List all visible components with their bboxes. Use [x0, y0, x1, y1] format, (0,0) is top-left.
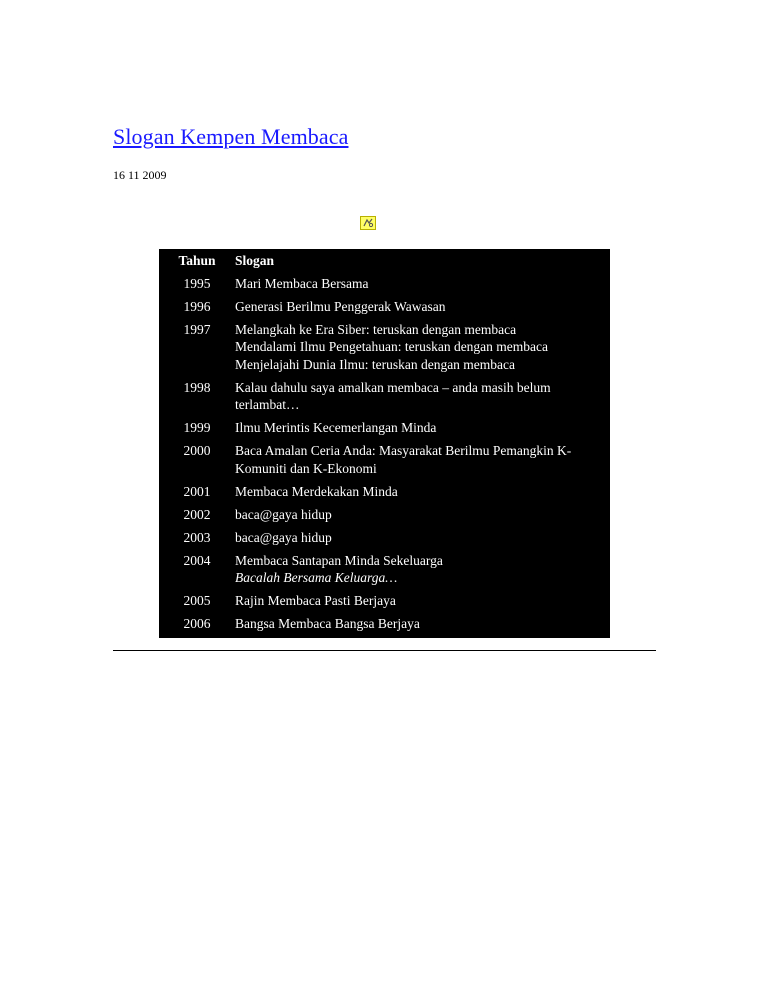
year-cell: 2003: [183, 529, 211, 545]
year-cell: 1996: [183, 298, 211, 314]
slogan-text: Mendalami Ilmu Pengetahuan: teruskan dengan membaca: [235, 339, 549, 354]
slogan-cell: [235, 379, 610, 420]
slogan-cell: [235, 552, 610, 593]
column-header-year: Tahun: [178, 253, 216, 268]
page-title[interactable]: Slogan Kempen Membaca: [113, 124, 349, 149]
slogan-text: baca@gaya hidup: [235, 529, 332, 545]
slogan-text: Kalau dahulu saya amalkan membaca – anda masih belum terlambat…: [235, 379, 551, 412]
slogan-cell: [235, 419, 610, 442]
year-cell: 2005: [183, 593, 211, 608]
table-row: [159, 506, 610, 529]
year-cell: 1998: [183, 379, 211, 395]
slogan-text: Bangsa Membaca Bangsa Berjaya: [235, 616, 420, 631]
table-row: [159, 298, 610, 321]
horizontal-divider: [113, 650, 656, 651]
table-row: [159, 275, 610, 298]
slogan-text: Bacalah Bersama Keluarga…: [235, 570, 398, 585]
year-cell: 1995: [183, 275, 211, 291]
slogan-text: Mari Membaca Bersama: [235, 275, 369, 291]
slogan-text: Membaca Santapan Minda Sekeluarga: [235, 552, 443, 568]
slogan-cell: [235, 275, 610, 298]
slogan-cell: [235, 615, 610, 638]
slogan-text: baca@gaya hidup: [235, 506, 332, 522]
year-cell: 2004: [183, 552, 211, 568]
table-row: [159, 529, 610, 552]
slogan-cell: [235, 442, 610, 483]
year-cell: 2006: [183, 616, 211, 631]
slogan-rows: [159, 275, 610, 639]
slogan-cell: [235, 529, 610, 552]
table-row: [159, 615, 610, 638]
slogan-cell: [235, 506, 610, 529]
year-cell: 2000: [183, 443, 211, 458]
year-cell: 1999: [183, 420, 211, 435]
year-cell: 2002: [183, 506, 211, 522]
slogan-cell: [235, 483, 610, 506]
table-row: [159, 483, 610, 506]
post-date: 16 11 2009: [113, 168, 167, 182]
slogan-cell: [235, 592, 610, 615]
table-row: [159, 379, 610, 420]
table-header-row: [159, 249, 610, 275]
slogan-text: Rajin Membaca Pasti Berjaya: [235, 593, 396, 608]
slogan-text: Ilmu Merintis Kecemerlangan Minda: [235, 420, 437, 435]
table-row: [159, 552, 610, 593]
table-row: [159, 442, 610, 483]
year-cell: 1997: [183, 321, 211, 337]
column-header-slogan: Slogan: [235, 253, 275, 268]
slogan-cell: [235, 298, 610, 321]
slogan-text: Baca Amalan Ceria Anda: Masyarakat Berilmu Pemangkin K-Komuniti dan K-Ekonomi: [235, 443, 572, 476]
table-row: [159, 592, 610, 615]
slogan-text: Membaca Merdekakan Minda: [235, 483, 398, 499]
slogan-text: Melangkah ke Era Siber: teruskan dengan membaca: [235, 321, 517, 337]
table-row: [159, 321, 610, 379]
slogan-table: [159, 249, 610, 638]
slogan-text: Generasi Berilmu Penggerak Wawasan: [235, 298, 446, 314]
broken-image-icon: [360, 216, 376, 230]
slogan-cell: [235, 321, 610, 379]
year-cell: 2001: [183, 483, 211, 499]
table-row: [159, 419, 610, 442]
slogan-text: Menjelajahi Dunia Ilmu: teruskan dengan membaca: [235, 356, 516, 372]
